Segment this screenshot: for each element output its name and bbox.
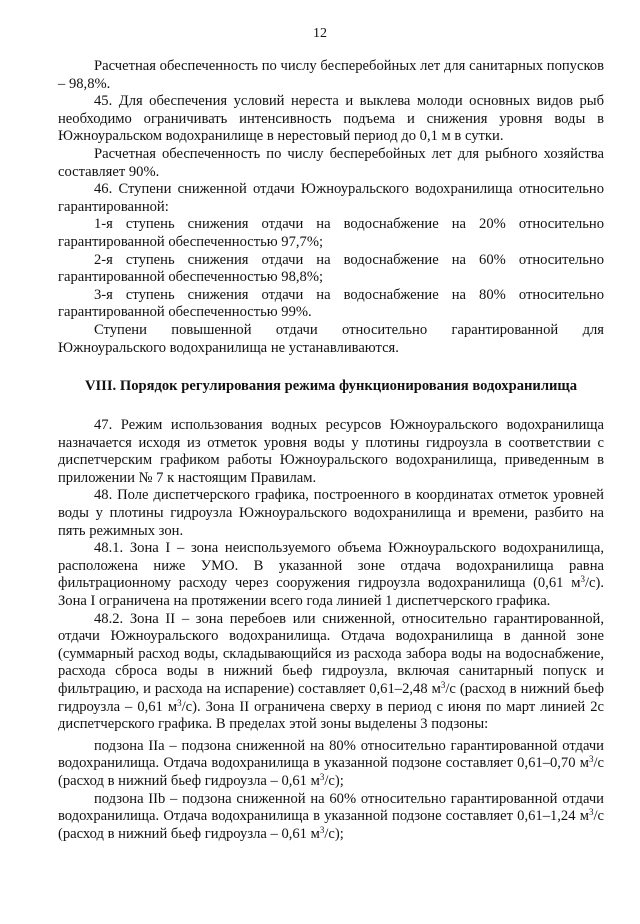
superscript: 3 — [580, 574, 585, 585]
page-number: 12 — [313, 26, 327, 41]
subzone-2b — [58, 791, 604, 844]
list-item: 2-я ступень снижения отдачи на водоснабжение на 60% относительно гарантированной обеспеченностью 98,8%; — [58, 251, 604, 286]
paragraph: Расчетная обеспеченность по числу бесперебойных лет для рыбного хозяйства составляет 90%. — [58, 145, 604, 180]
text-run: 48.1. Зона I – зона неиспользуемого объема Южноуральского водохранилища, расположена ниже УМО. В указанной зоне отдача водохранилища равна фильтрационному расходу через сооружения гидроузла водохранилища (0,61 м — [58, 540, 604, 592]
paragraph-48: 48. Поле диспетчерского графика, построенного в координатах отметок уровней воды у плотины гидроузла Южноуральского водохранилища и времени, разбито на пять режимных зон. — [58, 487, 604, 539]
list-item: 1-я ступень снижения отдачи на водоснабжение на 20% относительно гарантированной обеспеченностью 97,7%; — [58, 216, 604, 250]
section-heading: VIII. Порядок регулирования режима функционирования водохранилища — [84, 378, 578, 395]
text-run: /с). Зона II ограничена сверху в период с июня по март линией 2с диспетчерского графика. В пределах этой зоны выделены 3 подзоны: — [58, 698, 604, 733]
paragraph: Расчетная обеспеченность по числу бесперебойных лет для санитарных попусков – 98,8%. — [58, 58, 604, 92]
superscript: 3 — [177, 697, 182, 708]
superscript: 3 — [588, 754, 594, 765]
text-run: /с (расход в нижний бьеф гидроузла – 0,61 м — [58, 755, 604, 789]
paragraph-48-2 — [58, 611, 604, 734]
document-body — [58, 58, 604, 843]
text-run: /с). Зона I ограничена на протяжении всего года линией 1 диспетчерского графика. — [58, 575, 604, 610]
list-item: 3-я ступень снижения отдачи на водоснабжение на 80% относительно гарантированной обеспеченностью 99%. — [58, 286, 604, 321]
text-run: 48.2. Зона II – зона перебоев или сниженной, относительно гарантированной, отдачи Южноуральского водохранилища. Отдача водохранилища в данной зоне (суммарный расход воды, складывающийся из расхода забора воды на водоснабжение, расхода сброса воды в нижний бьеф гидроузла, включая санитарный попуск и фильтрацию, и расхода на испарение) составляет 0,61–2,48 м — [58, 610, 604, 697]
text-run: подзона IIа – подзона сниженной на 80% относительно гарантированной отдачи водохранилища. Отдача водохранилища в указанной подзоне составляет 0,61–0,70 м — [58, 737, 604, 772]
subzone-2a — [58, 738, 604, 791]
paragraph-46: 46. Ступени сниженной отдачи Южноуральского водохранилища относительно гарантированной: — [58, 181, 604, 215]
superscript: 3 — [440, 680, 446, 690]
paragraph: Ступени повышенной отдачи относительно гарантированной для Южноуральского водохранилища не устанавливаются. — [58, 321, 604, 356]
text-run: /с); — [324, 825, 344, 842]
text-run: подзона IIb – подзона сниженной на 60% относительно гарантированной отдачи водохранилища. Отдача водохранилища в указанной подзоне составляет 0,61–1,24 м — [58, 790, 604, 825]
superscript: 3 — [319, 824, 325, 835]
superscript: 3 — [588, 807, 594, 818]
text-run: /с (расход в нижний бьеф гидроузла – 0,61 м — [58, 681, 604, 715]
paragraph-47: 47. Режим использования водных ресурсов Южноуральского водохранилища назначается исходя из отметок уровня воды у плотины гидроузла в соответствии с диспетчерским графиком работы Южноуральского водохранилища, приведенным в приложении № 7 к настоящим Правилам. — [58, 417, 604, 486]
paragraph-45: 45. Для обеспечения условий нереста и выклева молоди основных видов рыб необходимо ограничивать интенсивность подъема и снижения уровня воды в Южноуральском водохранилище в нерестовый период до 0,1 м в сутки. — [58, 93, 604, 145]
superscript: 3 — [319, 771, 325, 782]
text-run: /с); — [324, 772, 344, 789]
text-run: /с (расход в нижний бьеф гидроузла – 0,61 м — [58, 808, 604, 842]
paragraph-48-1 — [58, 540, 604, 610]
